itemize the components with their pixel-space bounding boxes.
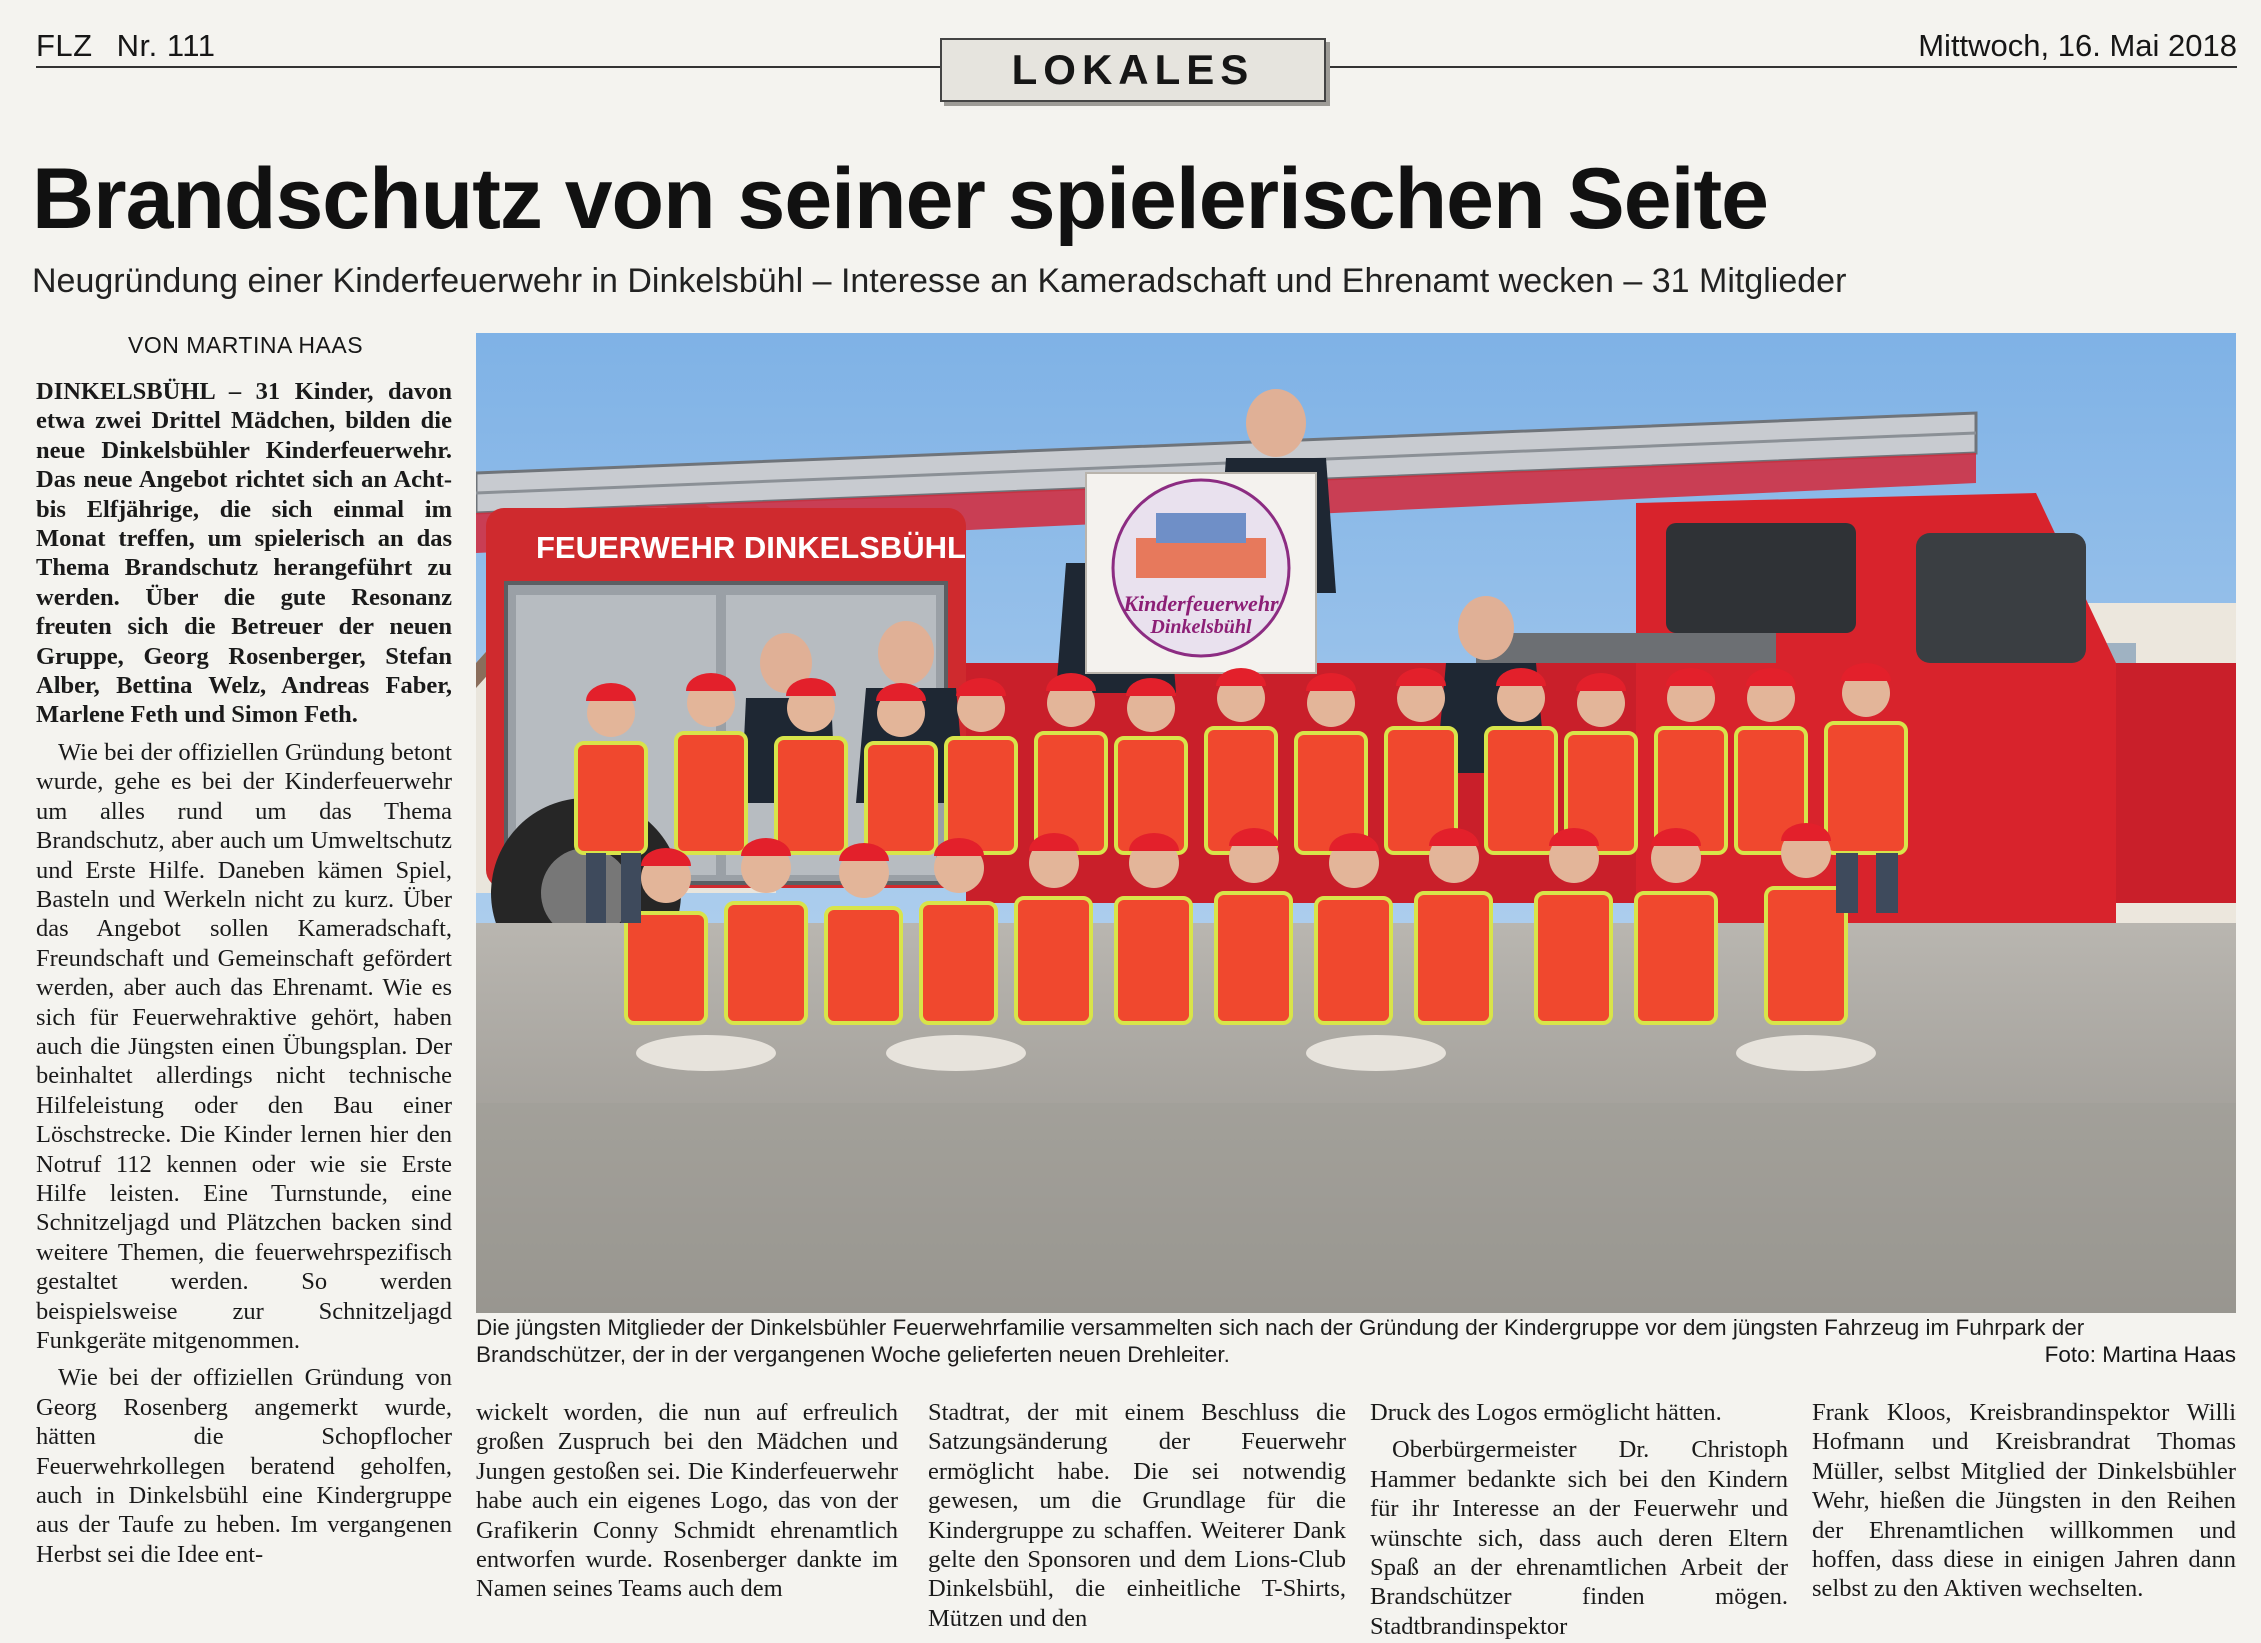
group-photo: [476, 333, 2236, 1313]
body-paragraph: Druck des Logos ermöglicht hätten.: [1370, 1399, 1722, 1426]
article-column-3: [928, 1398, 1346, 1633]
article-column-1: [36, 377, 452, 1569]
headline: Brandschutz von seiner spielerischen Seite: [32, 151, 1768, 247]
article-column-4: [1370, 1398, 1788, 1641]
banner-text-line2: Dinkelsbühl: [1150, 616, 1252, 638]
body-paragraph: wickelt worden, die nun auf erfreulich großen Zuspruch bei den Mädchen und Jungen gestoßen sei. Die Kinderfeuerwehr habe auch ein eigenes Logo, das von der Grafikerin Conny Schmidt ehrenamtlich entworfen wurde. Rosenberger dankte im Namen seines Teams auch dem: [476, 1399, 898, 1603]
subheadline: Neugründung einer Kinderfeuerwehr in Dinkelsbühl – Interesse an Kameradschaft und Ehrenamt wecken – 31 Mitglieder: [32, 262, 1847, 300]
masthead-left: [36, 28, 239, 64]
body-paragraph: Frank Kloos, Kreisbrandinspektor Willi Hofmann und Kreisbrandrat Thomas Müller, selbst Mitglied der Dinkelsbühler Wehr, hießen die Jüngsten in den Reihen der Ehrenamtlichen willkommen und hoffen, dass diese in einigen Jahren dann selbst zu den Aktiven wechselten.: [1812, 1399, 2236, 1603]
article-column-5: [1812, 1398, 2236, 1604]
body-paragraph: Stadtrat, der mit einem Beschluss die Satzungsänderung der Feuerwehr ermöglicht habe. Die sei notwendig gewesen, um die Grundlage für die Kindergruppe zu schaffen. Weiterer Dank gelte den Sponsoren und dem Lions-Club Dinkelsbühl, die einheitliche T-Shirts, Mützen und den: [928, 1399, 1346, 1632]
lead-paragraph: DINKELSBÜHL – 31 Kinder, davon etwa zwei Drittel Mädchen, bilden die neue Dinkelsbühler Kinderfeuerwehr. Das neue Angebot richtet sich an Acht- bis Elfjährige, die sich einmal im Monat treffen, um spielerisch an das Thema Brandschutz herangeführt zu werden. Über die gute Resonanz freuten sich die Betreuer der neuen Gruppe, Georg Rosenberger, Stefan Alber, Bettina Welz, Andreas Faber, Marlene Feth und Simon Feth.: [36, 378, 452, 729]
byline: VON MARTINA HAAS: [128, 332, 364, 358]
issue-number: Nr. 111: [116, 28, 216, 63]
photo-credit: Foto: Martina Haas: [2044, 1342, 2236, 1367]
body-paragraph: Wie bei der offiziellen Gründung von Georg Rosenberg angemerkt wurde, hätten die Schopflocher Feuerwehrkollegen beratend geholfen, auch in Dinkelsbühl eine Kindergruppe aus der Taufe zu heben. Im vergangenen Herbst sei die Idee ent-: [36, 1364, 452, 1568]
banner-text-line1: Kinderfeuerwehr: [1123, 591, 1279, 616]
body-paragraph: Oberbürgermeister Dr. Christoph Hammer bedankte sich bei den Kindern für ihr Interesse an der Feuerwehr und wünschte sich, dass auch deren Eltern Spaß an der ehrenamtlichen Arbeit der Brandschützer finden mögen. Stadtbrandinspektor: [1370, 1436, 1788, 1640]
truck-lettering: FEUERWEHR DINKELSBÜHL: [536, 530, 966, 565]
issue-date: Mittwoch, 16. Mai 2018: [1918, 28, 2237, 63]
photo-caption: Die jüngsten Mitglieder der Dinkelsbühler Feuerwehrfamilie versammelten sich nach der Gründung der Kindergruppe vor dem jüngsten Fahrzeug im Fuhrpark der Brandschützer, der in der vergangenen Woche gelieferten neuen Drehleiter.: [476, 1315, 2085, 1367]
body-paragraph: Wie bei der offiziellen Gründung betont wurde, gehe es bei der Kinderfeuerwehr um alles rund um das Thema Brandschutz, aber auch um Umweltschutz und Erste Hilfe. Daneben kämen Spiel, Basteln und Werkeln nicht zu kurz. Über das Angebot sollen Kameradschaft, Freundschaft und Gemeinschaft gefördert werden, aber auch das Ehrenamt. Wie es sich für Feuerwehraktive gehört, haben auch die Jüngsten einen Übungsplan. Der beinhaltet allerdings nicht technische Hilfeleistung oder den Bau einer Löschstrecke. Die Kinder lernen hier den Notruf 112 kennen oder wie sie Erste Hilfe leisten. Eine Turnstunde, eine Schnitzeljagd und Plätzchen backen sind weitere Themen, die feuerwehrspezifisch gestaltet werden. So werden beispielsweise zur Schnitzeljagd Funkgeräte mitgenommen.: [36, 738, 452, 1354]
paper-name: FLZ: [36, 28, 93, 63]
banner: [1086, 473, 1316, 673]
article-column-2: [476, 1398, 898, 1604]
section-label: LOKALES: [940, 38, 1326, 102]
